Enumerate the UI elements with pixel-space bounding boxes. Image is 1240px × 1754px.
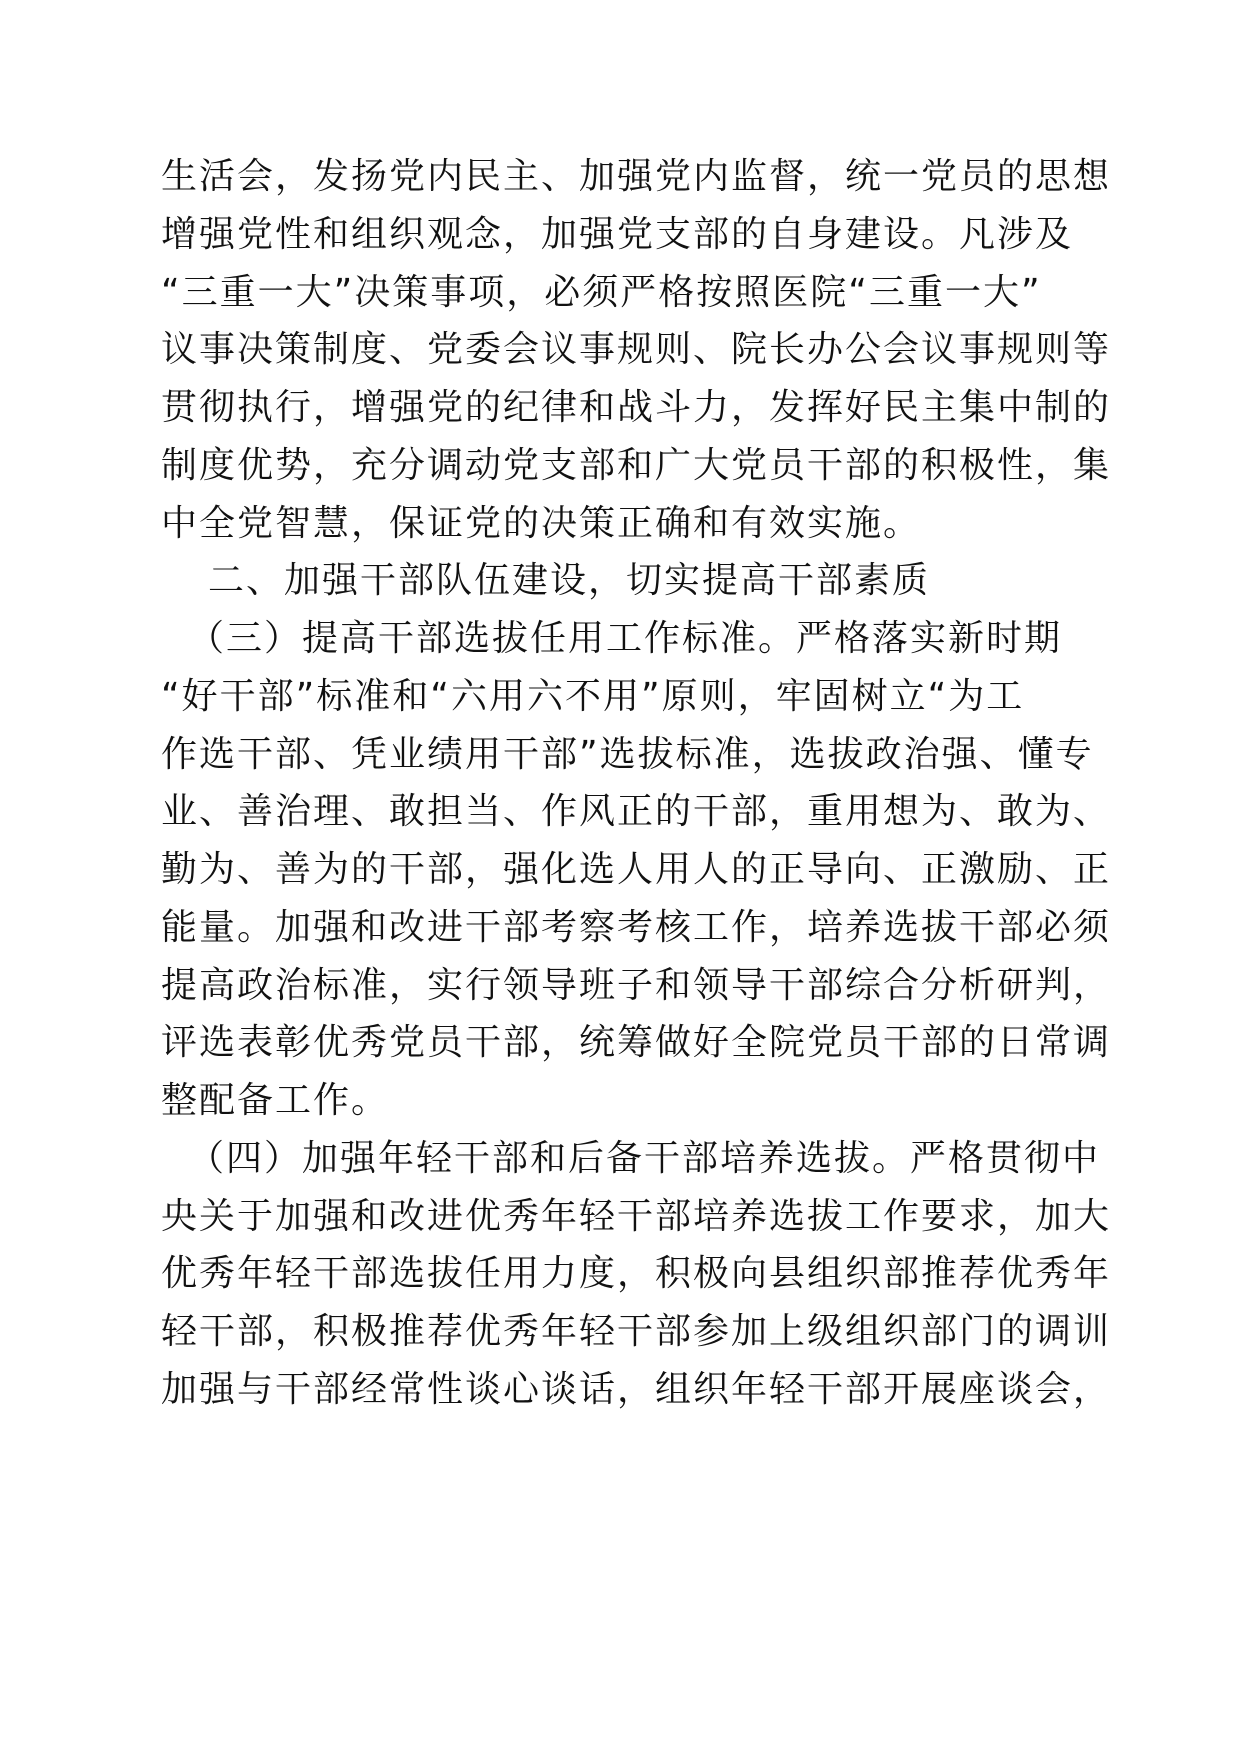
paragraph-heading: （三）提高干部选拔任用工作标准。严格落实新时期 <box>188 618 1063 659</box>
body-text-line: 勤为、善为的干部，强化选人用人的正导向、正激励、正 <box>161 849 1112 890</box>
body-text-line: 能量。加强和改进干部考察考核工作，培养选拔干部必须 <box>161 907 1112 948</box>
body-text-line: 作选干部、凭业绩用干部”选拔标准，选拔政治强、懂专 <box>161 734 1094 775</box>
body-text-line: 贯彻执行，增强党的纪律和战斗力，发挥好民主集中制的 <box>161 387 1112 428</box>
body-text-line: “好干部”标准和“六用六不用”原则，牢固树立“为工 <box>161 676 1025 717</box>
body-text-line: 优秀年轻干部选拔任用力度，积极向县组织部推荐优秀年 <box>161 1253 1112 1294</box>
body-text-line: “三重一大”决策事项，必须严格按照医院“三重一大” <box>161 272 1042 313</box>
section-heading: 二、加强干部队伍建设，切实提高干部素质 <box>208 560 931 601</box>
body-text-line: 业、善治理、敢担当、作风正的干部，重用想为、敢为、 <box>161 791 1112 832</box>
body-text-line: 议事决策制度、党委会议事规则、院长办公会议事规则等 <box>161 329 1112 370</box>
body-text-line: 加强与干部经常性谈心谈话，组织年轻干部开展座谈会， <box>161 1369 1112 1410</box>
body-text-line: 轻干部，积极推荐优秀年轻干部参加上级组织部门的调训 <box>161 1311 1112 1352</box>
body-text-line: 央关于加强和改进优秀年轻干部培养选拔工作要求，加大 <box>161 1196 1112 1237</box>
body-text-line: 中全党智慧，保证党的决策正确和有效实施。 <box>161 503 922 544</box>
body-text-line: 整配备工作。 <box>161 1080 390 1121</box>
paragraph-heading: （四）加强年轻干部和后备干部培养选拔。严格贯彻中 <box>188 1138 1101 1179</box>
body-text-line: 提高政治标准，实行领导班子和领导干部综合分析研判， <box>161 965 1112 1006</box>
body-text-line: 增强党性和组织观念，加强党支部的自身建设。凡涉及 <box>161 214 1074 255</box>
body-text-line: 评选表彰优秀党员干部，统筹做好全院党员干部的日常调 <box>161 1022 1112 1063</box>
body-text-line: 生活会，发扬党内民主、加强党内监督，统一党员的思想 <box>161 156 1112 197</box>
body-text-line: 制度优势，充分调动党支部和广大党员干部的积极性，集 <box>161 445 1112 486</box>
